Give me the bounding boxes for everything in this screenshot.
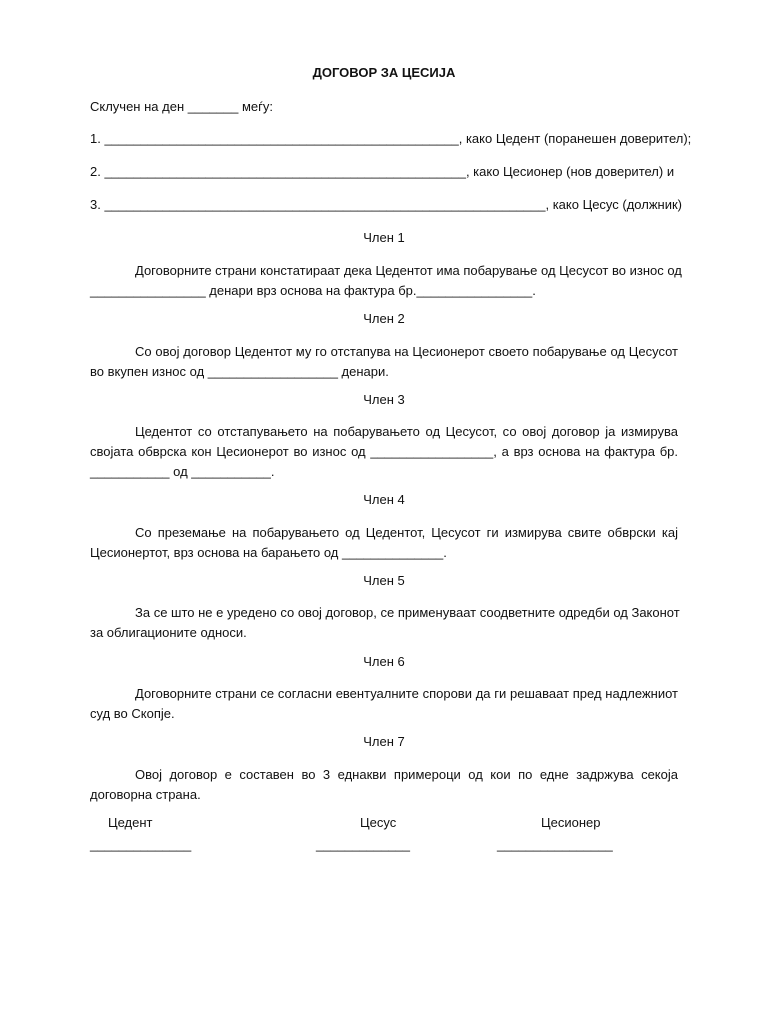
signature-label-debtor: Цесус — [360, 815, 397, 830]
article-3-line-1: Цедентот со отстапувањето на побарувањето од Цесусот, со овој договор ја измирува — [135, 424, 678, 439]
article-7-line-2: договорна страна. — [90, 787, 201, 802]
signature-line-debtor: _____________ — [316, 837, 410, 852]
signature-label-cessionary: Цесионер — [541, 815, 601, 830]
article-1-line-2: ________________ денари врз основа на фактура бр.________________. — [90, 283, 536, 298]
article-4-line-2: Цесионертот, врз основа на барањето од ______________. — [90, 545, 447, 560]
article-2-line-1: Со овој договор Цедентот му го отстапува на Цесионерот своето побарување од Цесусот — [135, 344, 678, 359]
article-3-heading: Член 3 — [363, 392, 405, 407]
article-1-line-1: Договорните страни констатираат дека Цедентот има побарување од Цесусот во износ од — [135, 263, 682, 278]
article-2-heading: Член 2 — [363, 311, 405, 326]
article-7-text — [90, 765, 678, 805]
article-7-line-1: Овој договор е составен во 3 еднакви примероци од кои по едне задржува секоја — [135, 767, 678, 782]
article-4-line-1: Со преземање на побарувањето од Цедентот, Цесусот ги измирува свите обврски кај — [135, 525, 678, 540]
article-4-text — [90, 523, 678, 563]
article-6-heading: Член 6 — [363, 654, 405, 669]
document-title: ДОГОВОР ЗА ЦЕСИЈА — [312, 65, 456, 80]
signature-label-cedent: Цедент — [108, 815, 153, 830]
article-7-heading: Член 7 — [363, 734, 405, 749]
article-4-heading: Член 4 — [363, 492, 405, 507]
signature-line-cedent: ______________ — [90, 837, 192, 852]
party-cedent-line: 1. _________________________________________________, како Цедент (поранешен доверител); — [90, 131, 692, 146]
article-6-line-2: суд во Скопје. — [90, 706, 175, 721]
article-1-text — [90, 261, 682, 301]
article-3-line-3: ___________ од ___________. — [90, 464, 275, 479]
article-2-line-2: во вкупен износ од __________________ денари. — [90, 364, 389, 379]
party-cessionary-line: 2. __________________________________________________, како Цесионер (нов доверител) и — [90, 164, 675, 179]
article-5-line-2: за облигационите односи. — [90, 625, 247, 640]
article-6-line-1: Договорните страни се согласни евентуалните спорови да ги решаваат пред надлежниот — [135, 686, 678, 701]
article-5-line-1: За се што не е уредено со овој договор, се применуваат соодветните одредби од Законот — [135, 605, 680, 620]
article-6-text — [90, 684, 678, 724]
article-1-heading: Член 1 — [363, 230, 405, 245]
article-5-text — [90, 603, 678, 643]
party-debtor-line: 3. _____________________________________________________________, како Цесус (должник) — [90, 197, 682, 212]
signature-line-cessionary: ________________ — [497, 837, 613, 852]
article-3-line-2: својата обврска кон Цесионерот во износ од _________________, а врз основа на фактура бр. — [90, 444, 678, 459]
article-2-text — [90, 342, 678, 382]
intro-line: Склучен на ден _______ меѓу: — [90, 99, 273, 114]
article-5-heading: Член 5 — [363, 573, 405, 588]
article-3-text — [90, 422, 678, 482]
